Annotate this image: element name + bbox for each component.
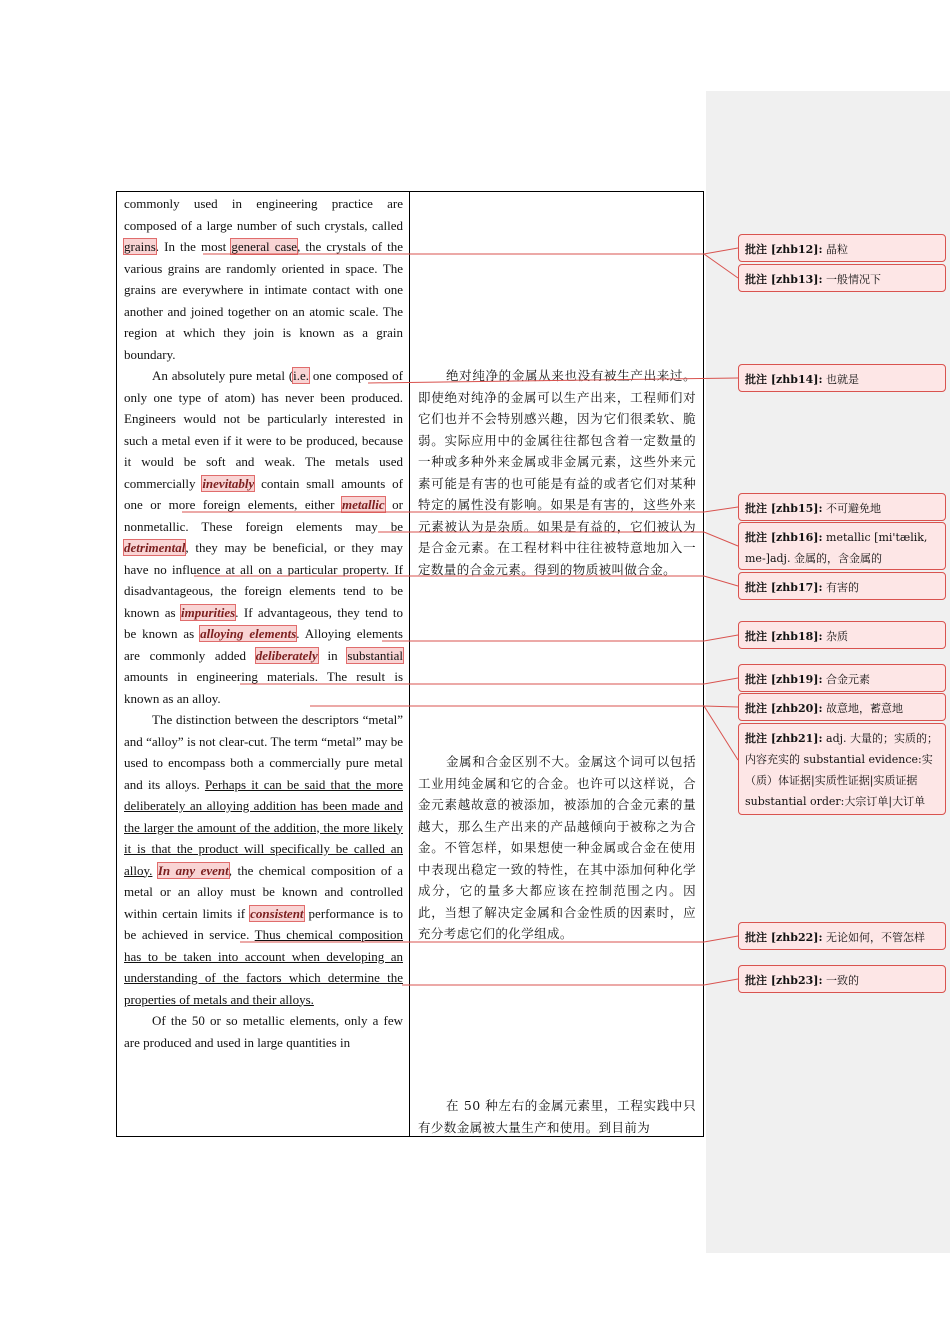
comment-text: 不可避免地 <box>826 502 882 515</box>
comment-text: 无论如何，不管怎样 <box>826 931 926 944</box>
comment-label: 批注 [zhb12]: <box>745 243 823 256</box>
highlight-deliberately[interactable]: deliberately <box>255 647 318 663</box>
text-run: amounts in engineering materials. The result is known as an alloy. <box>124 669 403 706</box>
text-run: . In the most <box>155 239 232 254</box>
comment-text: 一致的 <box>826 974 860 987</box>
text-run: . If advantageous, they tend to be known as <box>124 604 404 641</box>
comment-text: 有害的 <box>826 581 860 594</box>
comment-text: 晶粒 <box>826 243 849 256</box>
text-run: or nonmetallic. These foreign elements may be <box>124 497 403 534</box>
comment-text: 也就是 <box>826 373 860 386</box>
connector-line <box>402 706 738 760</box>
connector-line <box>374 254 738 278</box>
text-run: , they may be beneficial, or they may have no influence at all on a particular property. If disadvantageous, the foreign elements tend to be known as <box>124 540 403 620</box>
comment-zhb12[interactable] <box>738 234 946 262</box>
comment-zhb22[interactable] <box>738 922 946 950</box>
comment-text: 杂质 <box>826 630 849 643</box>
highlight-inevitably[interactable]: inevitably <box>202 475 255 491</box>
highlight-consistent[interactable]: consistent <box>250 905 304 921</box>
text-run: contain small amounts of one or more foreign elements, either <box>124 475 403 512</box>
comment-label: 批注 [zhb16]: <box>745 531 823 544</box>
text-run: performance is to be achieved in service. <box>124 905 403 942</box>
text-run: , the chemical composition of a metal or an alloy must be known and controlled within certain limits if <box>124 862 403 921</box>
chinese-text: 金属和合金区别不大。金属这个词可以包括工业用纯金属和它的合金。也许可以这样说，合金元素越故意的被添加，被添加的合金元素的量越大，那么生产出来的产品越倾向于被称之为合金。不管怎样，如果想使一种金属或合金在使用中表现出稳定一致的特性，在其中添加何种化学成分，它的量多大都应该在控制范围之内。因此，当想了解决定金属和合金性质的因素时，应充分考虑它们的化学组成。 <box>418 754 696 941</box>
highlight-substantial[interactable]: substantial <box>347 647 403 663</box>
comment-zhb15[interactable] <box>738 493 946 521</box>
comment-text: adj. 大量的；实质的；内容充实的 substantial evidence:实（质）体证据|实质性证据|实质证据 substantial order:大宗订单|大订单 <box>745 732 939 808</box>
chinese-text: 在 50 种左右的金属元素里，工程实践中只有少数金属被大量生产和使用。到目前为 <box>418 1098 696 1135</box>
underlined-text: Thus chemical composition has to be taken into account when developing an understanding of the factors which determine the properties of metals and their alloys. <box>124 927 403 1007</box>
underlined-text: Perhaps it can be said that the more deliberately an alloying addition has been made and the larger the amount of the addition, the more likely it is that the product will specifically be called an alloy. <box>124 776 403 878</box>
highlight-detrimental[interactable]: detrimental <box>124 540 186 555</box>
comment-zhb17[interactable] <box>738 572 946 600</box>
comment-zhb16[interactable] <box>738 522 946 570</box>
connector-line <box>378 532 738 546</box>
highlight-in-any-event[interactable]: In any event <box>157 862 229 878</box>
connector-line <box>203 248 738 254</box>
comment-label: 批注 [zhb22]: <box>745 931 823 944</box>
highlight-impurities[interactable]: impurities <box>181 604 236 620</box>
comment-zhb19[interactable] <box>738 664 946 692</box>
chinese-text: 绝对纯净的金属从来也没有被生产出来过。即使绝对纯净的金属可以生产出来，工程师们对它们也并不会特别感兴趣，因为它们很柔软、脆弱。实际应用中的金属往往都包含着一定数量的一种或多种外来金属或非金属元素，这些外来元素可能是有害的也可能是有益的或者它们对某种特定的属性没有影响。如果是有害的，这些外来元素被认为是杂质。如果是有益的，它们被认为是合金元素。在工程材料中往往被特意地加入一定数量的合金元素。得到的物质被叫做合金。 <box>418 368 696 577</box>
text-run: . Alloying elements are commonly added <box>124 626 403 663</box>
highlight-alloying-elements[interactable]: alloying elements <box>200 626 297 641</box>
comment-label: 批注 [zhb19]: <box>745 673 823 686</box>
text-run: , the crystals of the various grains are randomly oriented in space. The grains are everywhere in intimate contact with one another and joined together on an atomic scale. The region at which they join is known as a grain boundary. <box>124 239 403 362</box>
text-run: one composed of only one type of atom) has never been produced. Engineers would not be particularly interested in such a metal even if it were to be produced, because it would be soft and weak. The metals used commercially <box>124 368 403 491</box>
text-run: The distinction between the descriptors “metal” and “alloy” is not clear-cut. The term “metal” may be used to encompass both a commercially pure metal and its alloys. <box>124 712 403 792</box>
comment-text: 合金元素 <box>826 673 871 686</box>
connector-line <box>368 378 738 383</box>
comment-zhb18[interactable] <box>738 621 946 649</box>
connector-line <box>194 576 738 586</box>
comment-zhb20[interactable] <box>738 693 946 721</box>
comment-label: 批注 [zhb18]: <box>745 630 823 643</box>
connector-line <box>240 936 738 942</box>
highlight-ie[interactable]: i.e. <box>293 368 310 383</box>
comment-zhb13[interactable] <box>738 264 946 292</box>
comment-label: 批注 [zhb23]: <box>745 974 823 987</box>
comment-text: metallic [mi'tælik, me-]adj. 金属的，含金属的 <box>745 531 928 565</box>
comment-label: 批注 [zhb20]: <box>745 702 823 715</box>
comment-label: 批注 [zhb14]: <box>745 373 823 386</box>
comment-zhb23[interactable] <box>738 965 946 993</box>
highlight-general-case[interactable]: general case <box>231 239 298 254</box>
comment-zhb14[interactable] <box>738 364 946 392</box>
connector-line <box>382 635 738 641</box>
comment-text: 故意地，蓄意地 <box>826 702 904 715</box>
comment-label: 批注 [zhb17]: <box>745 581 823 594</box>
comment-zhb21[interactable] <box>738 723 946 815</box>
connector-line <box>402 979 738 985</box>
highlight-metallic[interactable]: metallic <box>342 497 385 512</box>
highlight-grains[interactable]: grains <box>124 239 156 254</box>
connector-line <box>240 678 738 684</box>
comment-text: 一般情况下 <box>826 273 882 286</box>
comment-label: 批注 [zhb21]: <box>745 732 823 745</box>
text-run: An absolutely pure metal ( <box>152 368 294 383</box>
text-run: commonly used in engineering practice are composed of a large number of such crystals, called <box>124 196 403 233</box>
text-run: in <box>317 647 348 663</box>
comment-label: 批注 [zhb15]: <box>745 502 823 515</box>
comment-label: 批注 [zhb13]: <box>745 273 823 286</box>
text-run: Of the 50 or so metallic elements, only a few are produced and used in large quantities in <box>124 1013 403 1050</box>
connector-line <box>182 507 738 512</box>
